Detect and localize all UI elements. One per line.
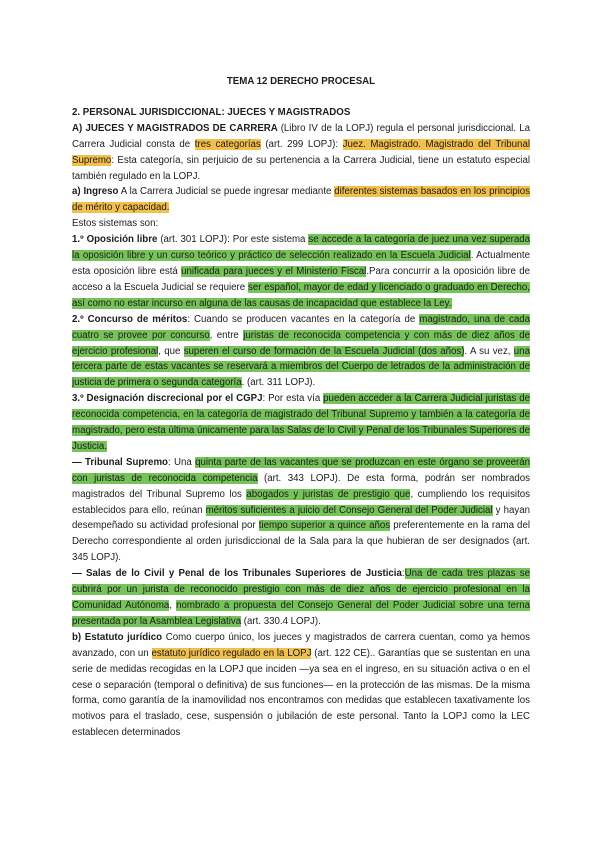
bold-text: A) JUECES Y MAGISTRADOS DE CARRERA <box>72 122 281 134</box>
text-run: , que <box>158 345 184 357</box>
text-run: preferentemente en la rama del Derecho correspondiente al orden jurisdiccional de la Sala para la que hubieran de ser designados (art. 345 LOPJ). <box>72 520 530 564</box>
paragraph <box>72 121 530 185</box>
bold-text: a) Ingreso <box>72 186 119 198</box>
text-run: , <box>169 600 177 611</box>
highlighted-text: méritos suficientes a juicio del Consejo General del Poder Judicial <box>205 504 493 516</box>
text-run: : <box>401 568 405 580</box>
paragraph <box>72 566 530 630</box>
text-run: y hayan desempeñado su actividad profesional por <box>72 504 530 532</box>
highlighted-text: magistrado, una de cada cuatro se provee por concurso <box>72 313 531 341</box>
text-run: . (art. 311 LOPJ). <box>241 377 316 389</box>
text-run: (art. 301 LOPJ): Por este sistema <box>157 234 309 246</box>
highlighted-text: quinta parte de las vacantes que se produzcan en este órgano se proveerán con juristas de reconocida competencia <box>72 456 530 484</box>
bold-text: 1.º Oposición libre <box>72 234 158 246</box>
highlighted-text: ser español, mayor de edad y licenciado o graduado en Derecho, así como no estar incurso en alguna de las causas de incapacidad que establece la Ley. <box>72 281 530 309</box>
highlighted-text: Juez. Magistrado. Magistrado del Tribunal Supremo <box>72 138 530 166</box>
text-run: : Cuando se producen vacantes en la categoría de <box>187 313 420 325</box>
bold-text: b) Estatuto jurídico <box>72 631 163 643</box>
highlighted-text: tres categorías <box>194 138 261 150</box>
text-run: : Por esta vía <box>262 393 324 405</box>
document-title: TEMA 12 DERECHO PROCESAL <box>226 76 376 87</box>
highlighted-text: superen el curso de formación de la Escuela Judicial (dos años) <box>183 345 465 357</box>
text-run: (art. 343 LOPJ). De esta forma, podrán ser nombrados magistrados del Tribunal Supremo los <box>72 472 530 500</box>
document-paragraphs <box>72 105 530 741</box>
text-run: . Actualmente esta oposición libre está <box>72 250 530 277</box>
text-run: A la Carrera Judicial se puede ingresar mediante <box>118 186 335 198</box>
bold-text: — Salas de lo Civil y Penal de los Tribunales Superiores de Justicia <box>72 568 402 580</box>
paragraph <box>72 391 530 455</box>
paragraph <box>72 232 530 312</box>
paragraph <box>72 216 530 232</box>
text-run: (art. 330.4 LOPJ). <box>241 615 321 627</box>
highlighted-text: se accede a la categoría de juez una vez superada la oposición libre y un curso teórico y práctico de selección realizado en la Escuela Judicial <box>72 234 530 262</box>
text-run: .Para concurrir a la oposición libre de acceso a la Escuela Judicial se requiere <box>72 265 530 293</box>
highlighted-text: unificada para jueces y el Ministerio Fiscal <box>181 265 367 277</box>
text-run: (art. 299 LOPJ): <box>260 138 343 150</box>
document-body <box>72 74 530 741</box>
text-run: (Libro IV de la LOPJ) regula el personal jurisdiccional. La Carrera Judicial consta de <box>72 122 531 150</box>
bold-text: 2. PERSONAL JURISDICCIONAL: JUECES Y MAGISTRADOS <box>72 106 351 118</box>
text-run: , cumpliendo los requisitos establecidos para ello, reúnan <box>72 488 530 516</box>
highlighted-text: una tercera parte de estas vacantes se reservará a miembros del Cuerpo de letrados de la administración de justicia de primera o segunda categoría <box>72 345 530 389</box>
highlighted-text: estatuto jurídico regulado en la LOPJ <box>151 647 312 659</box>
text-run: , entre <box>209 329 244 341</box>
text-run: : Esta categoría, sin perjuicio de su pertenencia a la Carrera Judicial, tiene un estatuto especial también regulado en la LOPJ. <box>72 154 530 182</box>
text-run: : Una <box>167 456 196 468</box>
highlighted-text: Una de cada tres plazas se cubrirá por un jurista de reconocido prestigio con más de diez años de ejercicio profesional en la Comunidad Autónoma <box>72 568 530 611</box>
paragraph <box>72 630 530 741</box>
highlighted-text: pueden acceder a la Carrera Judicial juristas de reconocida competencia, en la categoría de magistrado del Tribunal Supremo y también a la categoría de magistrado, pero esta última únicamente para las Salas de lo Civil y Penal de los Tribunales Superiores de Justicia. <box>72 393 530 452</box>
text-run: Como cuerpo único, los jueces y magistrados de carrera cuentan, como ya hemos avanzado, con un <box>72 631 531 659</box>
text-run: Estos sistemas son: <box>72 218 159 230</box>
bold-text: 2.º Concurso de méritos <box>72 313 188 325</box>
bold-text: 3.º Designación discrecional por el CGPJ <box>72 393 263 405</box>
paragraph <box>72 184 530 216</box>
highlighted-text: tiempo superior a quince años <box>258 520 391 532</box>
text-run: (art. 122 CE).. Garantías que se sustentan en una serie de medidas recogidas en la LOPJ que inciden —ya sea en el ingreso, en su situación activa o en el cese o separación (temporal o definitiva) de sus funciones— en la protección de las mismas. De la misma forma, como garantía de la inamovilidad nos encontramos con medidas que establecen taxativamente los motivos para el traslado, cese, suspensión o jubilación de este personal. Tanto la LOPJ como la LEC establecen determinados <box>72 647 530 739</box>
highlighted-text: abogados y juristas de prestigio que <box>246 488 411 500</box>
text-run: . A su vez, <box>464 345 514 357</box>
highlighted-text: nombrado a propuesta del Consejo General del Poder Judicial sobre una terna presentada por la Asamblea Legislativa <box>72 600 530 627</box>
paragraph <box>72 455 530 566</box>
paragraph <box>72 312 530 392</box>
highlighted-text: diferentes sistemas basados en los principios de mérito y capacidad. <box>72 186 531 214</box>
bold-text: — Tribunal Supremo <box>72 456 168 468</box>
paragraph <box>72 105 530 121</box>
highlighted-text: juristas de reconocida competencia y con más de diez años de ejercicio profesional <box>72 329 530 357</box>
